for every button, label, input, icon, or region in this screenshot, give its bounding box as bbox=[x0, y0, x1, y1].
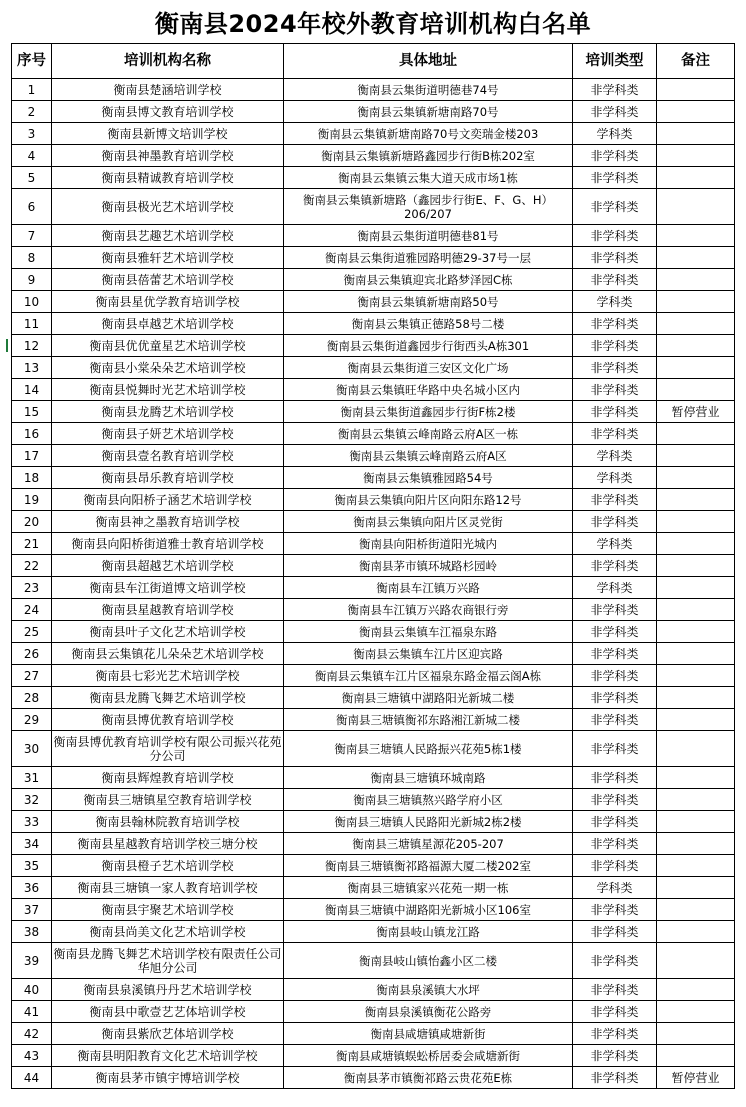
cell-note bbox=[657, 335, 735, 357]
table-row bbox=[12, 533, 735, 555]
cell-seq: 24 bbox=[12, 599, 52, 621]
cell-seq: 40 bbox=[12, 979, 52, 1001]
cell-note bbox=[657, 167, 735, 189]
cell-name: 衡南县超越艺术培训学校 bbox=[52, 555, 284, 577]
cell-address: 衡南县云集镇车江片区福泉东路金福云阁A栋 bbox=[284, 665, 573, 687]
table-row bbox=[12, 445, 735, 467]
cell-type: 非学科类 bbox=[573, 811, 657, 833]
cell-name: 衡南县昂乐教育培训学校 bbox=[52, 467, 284, 489]
cell-address: 衡南县云集镇向阳片区灵党街 bbox=[284, 511, 573, 533]
cell-address: 衡南县云集镇新塘路鑫园步行街B栋202室 bbox=[284, 145, 573, 167]
cell-address: 衡南县云集镇新塘南路50号 bbox=[284, 291, 573, 313]
cell-name: 衡南县博文教育培训学校 bbox=[52, 101, 284, 123]
table-row bbox=[12, 123, 735, 145]
cell-note bbox=[657, 621, 735, 643]
cell-address: 衡南县车江镇万兴路农商银行旁 bbox=[284, 599, 573, 621]
table-row bbox=[12, 79, 735, 101]
header-name: 培训机构名称 bbox=[52, 44, 284, 79]
table-row bbox=[12, 145, 735, 167]
cell-seq: 30 bbox=[12, 731, 52, 767]
cell-note bbox=[657, 533, 735, 555]
table-row bbox=[12, 767, 735, 789]
cell-name: 衡南县云集镇花儿朵朵艺术培训学校 bbox=[52, 643, 284, 665]
cell-note bbox=[657, 921, 735, 943]
cell-seq: 26 bbox=[12, 643, 52, 665]
cell-note: 暂停营业 bbox=[657, 401, 735, 423]
cell-name: 衡南县精诚教育培训学校 bbox=[52, 167, 284, 189]
cell-type: 非学科类 bbox=[573, 731, 657, 767]
table-row bbox=[12, 335, 735, 357]
table-row bbox=[12, 489, 735, 511]
cell-address: 衡南县三塘镇中湖路阳光新城小区106室 bbox=[284, 899, 573, 921]
table-row bbox=[12, 979, 735, 1001]
cell-seq: 4 bbox=[12, 145, 52, 167]
cell-type: 非学科类 bbox=[573, 899, 657, 921]
cell-note bbox=[657, 145, 735, 167]
table-row bbox=[12, 1001, 735, 1023]
cell-type: 非学科类 bbox=[573, 555, 657, 577]
cell-name: 衡南县中歌壹艺艺体培训学校 bbox=[52, 1001, 284, 1023]
cell-note bbox=[657, 101, 735, 123]
cell-address: 衡南县云集镇云集大道天成市场1栋 bbox=[284, 167, 573, 189]
cell-note bbox=[657, 709, 735, 731]
cell-seq: 20 bbox=[12, 511, 52, 533]
cell-seq: 16 bbox=[12, 423, 52, 445]
cell-address: 衡南县车江镇万兴路 bbox=[284, 577, 573, 599]
cell-type: 学科类 bbox=[573, 123, 657, 145]
table-row bbox=[12, 789, 735, 811]
cell-type: 非学科类 bbox=[573, 189, 657, 225]
table-row bbox=[12, 877, 735, 899]
table-row bbox=[12, 709, 735, 731]
header-row bbox=[12, 44, 735, 79]
cell-type: 非学科类 bbox=[573, 313, 657, 335]
cell-seq: 2 bbox=[12, 101, 52, 123]
cell-address: 衡南县云集镇迎宾北路梦泽园C栋 bbox=[284, 269, 573, 291]
cell-name: 衡南县紫欣艺体培训学校 bbox=[52, 1023, 284, 1045]
cell-seq: 1 bbox=[12, 79, 52, 101]
cell-type: 非学科类 bbox=[573, 335, 657, 357]
table-row bbox=[12, 643, 735, 665]
cell-name: 衡南县博优教育培训学校有限公司振兴花苑分公司 bbox=[52, 731, 284, 767]
table-row bbox=[12, 921, 735, 943]
cell-address: 衡南县云集镇车江片区迎宾路 bbox=[284, 643, 573, 665]
cell-note bbox=[657, 445, 735, 467]
cell-address: 衡南县云集街道明德巷74号 bbox=[284, 79, 573, 101]
cell-type: 非学科类 bbox=[573, 833, 657, 855]
cell-seq: 32 bbox=[12, 789, 52, 811]
cell-seq: 37 bbox=[12, 899, 52, 921]
table-row bbox=[12, 379, 735, 401]
cell-address: 衡南县泉溪镇衡花公路旁 bbox=[284, 1001, 573, 1023]
cell-seq: 41 bbox=[12, 1001, 52, 1023]
whitelist-table bbox=[11, 43, 735, 1089]
cell-seq: 39 bbox=[12, 943, 52, 979]
cell-type: 非学科类 bbox=[573, 489, 657, 511]
cell-type: 学科类 bbox=[573, 577, 657, 599]
cell-note bbox=[657, 291, 735, 313]
cell-type: 非学科类 bbox=[573, 979, 657, 1001]
cell-note bbox=[657, 511, 735, 533]
table-row bbox=[12, 423, 735, 445]
cell-type: 非学科类 bbox=[573, 1023, 657, 1045]
table-row bbox=[12, 167, 735, 189]
table-row bbox=[12, 511, 735, 533]
cell-note bbox=[657, 599, 735, 621]
cell-seq: 18 bbox=[12, 467, 52, 489]
cell-seq: 9 bbox=[12, 269, 52, 291]
cell-name: 衡南县翰林院教育培训学校 bbox=[52, 811, 284, 833]
cell-note bbox=[657, 643, 735, 665]
cell-address: 衡南县云集镇雅园路54号 bbox=[284, 467, 573, 489]
cell-type: 非学科类 bbox=[573, 665, 657, 687]
cell-name: 衡南县三塘镇星空教育培训学校 bbox=[52, 789, 284, 811]
cell-note bbox=[657, 577, 735, 599]
table-row bbox=[12, 1023, 735, 1045]
cell-note bbox=[657, 1023, 735, 1045]
cell-name: 衡南县神墨教育培训学校 bbox=[52, 145, 284, 167]
cell-note bbox=[657, 811, 735, 833]
cell-type: 非学科类 bbox=[573, 379, 657, 401]
cell-name: 衡南县龙腾飞舞艺术培训学校 bbox=[52, 687, 284, 709]
table-row bbox=[12, 1067, 735, 1089]
cell-type: 学科类 bbox=[573, 291, 657, 313]
cell-address: 衡南县三塘镇环城南路 bbox=[284, 767, 573, 789]
cell-type: 学科类 bbox=[573, 533, 657, 555]
cell-name: 衡南县楚涵培训学校 bbox=[52, 79, 284, 101]
cell-note bbox=[657, 357, 735, 379]
cell-seq: 8 bbox=[12, 247, 52, 269]
cell-address: 衡南县三塘镇熬兴路学府小区 bbox=[284, 789, 573, 811]
cell-note bbox=[657, 687, 735, 709]
cell-address: 衡南县云集镇车江福泉东路 bbox=[284, 621, 573, 643]
cell-address: 衡南县三塘镇家兴花苑一期一栋 bbox=[284, 877, 573, 899]
cell-note bbox=[657, 379, 735, 401]
cell-seq: 13 bbox=[12, 357, 52, 379]
cell-note bbox=[657, 1045, 735, 1067]
cell-seq: 29 bbox=[12, 709, 52, 731]
cell-address: 衡南县云集镇新塘南路70号 bbox=[284, 101, 573, 123]
table-row bbox=[12, 291, 735, 313]
cell-name: 衡南县优优童星艺术培训学校 bbox=[52, 335, 284, 357]
cell-name: 衡南县明阳教育文化艺术培训学校 bbox=[52, 1045, 284, 1067]
cell-seq: 7 bbox=[12, 225, 52, 247]
cell-note bbox=[657, 979, 735, 1001]
table-row bbox=[12, 899, 735, 921]
cell-name: 衡南县尚美文化艺术培训学校 bbox=[52, 921, 284, 943]
cell-name: 衡南县小棠朵朵艺术培训学校 bbox=[52, 357, 284, 379]
cell-name: 衡南县壹名教育培训学校 bbox=[52, 445, 284, 467]
cell-address: 衡南县云集街道鑫园步行街F栋2楼 bbox=[284, 401, 573, 423]
cell-note bbox=[657, 877, 735, 899]
cell-note bbox=[657, 489, 735, 511]
cell-note bbox=[657, 899, 735, 921]
cell-address: 衡南县三塘镇人民路振兴花苑5栋1楼 bbox=[284, 731, 573, 767]
cell-note bbox=[657, 247, 735, 269]
cell-seq: 34 bbox=[12, 833, 52, 855]
cell-name: 衡南县向阳桥街道雅士教育培训学校 bbox=[52, 533, 284, 555]
cell-address: 衡南县云集镇新塘南路70号文奕瑞金楼203 bbox=[284, 123, 573, 145]
cell-note bbox=[657, 1001, 735, 1023]
cell-seq: 5 bbox=[12, 167, 52, 189]
cell-name: 衡南县龙腾飞舞艺术培训学校有限责任公司华旭分公司 bbox=[52, 943, 284, 979]
table-row bbox=[12, 599, 735, 621]
table-row bbox=[12, 357, 735, 379]
cell-seq: 43 bbox=[12, 1045, 52, 1067]
cell-address: 衡南县三塘镇衡祁东路湘江新城二楼 bbox=[284, 709, 573, 731]
cell-address: 衡南县三塘镇人民路阳光新城2栋2楼 bbox=[284, 811, 573, 833]
cell-name: 衡南县博优教育培训学校 bbox=[52, 709, 284, 731]
cell-type: 非学科类 bbox=[573, 357, 657, 379]
cell-type: 非学科类 bbox=[573, 247, 657, 269]
cell-type: 非学科类 bbox=[573, 145, 657, 167]
cell-address: 衡南县岐山镇怡鑫小区二楼 bbox=[284, 943, 573, 979]
table-row bbox=[12, 855, 735, 877]
cell-name: 衡南县辉煌教育培训学校 bbox=[52, 767, 284, 789]
cell-type: 非学科类 bbox=[573, 511, 657, 533]
cell-seq: 25 bbox=[12, 621, 52, 643]
cell-name: 衡南县橙子艺术培训学校 bbox=[52, 855, 284, 877]
cell-name: 衡南县叶子文化艺术培训学校 bbox=[52, 621, 284, 643]
cell-seq: 11 bbox=[12, 313, 52, 335]
cell-seq: 3 bbox=[12, 123, 52, 145]
cell-note bbox=[657, 731, 735, 767]
cell-type: 非学科类 bbox=[573, 621, 657, 643]
cell-address: 衡南县云集镇新塘路（鑫园步行街E、F、G、H）206/207 bbox=[284, 189, 573, 225]
cell-type: 非学科类 bbox=[573, 789, 657, 811]
cell-note bbox=[657, 943, 735, 979]
cell-address: 衡南县三塘镇中湖路阳光新城二楼 bbox=[284, 687, 573, 709]
cell-seq: 27 bbox=[12, 665, 52, 687]
cell-name: 衡南县星越教育培训学校 bbox=[52, 599, 284, 621]
cell-note bbox=[657, 423, 735, 445]
table-row bbox=[12, 101, 735, 123]
cell-address: 衡南县岐山镇龙江路 bbox=[284, 921, 573, 943]
cell-seq: 21 bbox=[12, 533, 52, 555]
table-row bbox=[12, 555, 735, 577]
cell-seq: 44 bbox=[12, 1067, 52, 1089]
table-row bbox=[12, 247, 735, 269]
cell-seq: 31 bbox=[12, 767, 52, 789]
cell-name: 衡南县艺趣艺术培训学校 bbox=[52, 225, 284, 247]
cell-name: 衡南县雅轩艺术培训学校 bbox=[52, 247, 284, 269]
cell-name: 衡南县卓越艺术培训学校 bbox=[52, 313, 284, 335]
header-address: 具体地址 bbox=[284, 44, 573, 79]
cell-note bbox=[657, 833, 735, 855]
cell-type: 非学科类 bbox=[573, 943, 657, 979]
cell-type: 非学科类 bbox=[573, 101, 657, 123]
cell-address: 衡南县三塘镇星源花205-207 bbox=[284, 833, 573, 855]
table-row bbox=[12, 577, 735, 599]
cell-address: 衡南县咸塘镇蜈蚣桥居委会咸塘新街 bbox=[284, 1045, 573, 1067]
cell-name: 衡南县蓓蕾艺术培训学校 bbox=[52, 269, 284, 291]
cell-type: 非学科类 bbox=[573, 1001, 657, 1023]
table-row bbox=[12, 621, 735, 643]
cell-name: 衡南县子妍艺术培训学校 bbox=[52, 423, 284, 445]
cell-name: 衡南县向阳桥子涵艺术培训学校 bbox=[52, 489, 284, 511]
cell-address: 衡南县云集镇云峰南路云府A区 bbox=[284, 445, 573, 467]
cell-type: 非学科类 bbox=[573, 167, 657, 189]
cell-note: 暂停营业 bbox=[657, 1067, 735, 1089]
cell-type: 非学科类 bbox=[573, 767, 657, 789]
cell-seq: 22 bbox=[12, 555, 52, 577]
cell-address: 衡南县云集街道雅园路明德29-37号一层 bbox=[284, 247, 573, 269]
cell-type: 学科类 bbox=[573, 877, 657, 899]
table-row bbox=[12, 1045, 735, 1067]
cell-type: 非学科类 bbox=[573, 423, 657, 445]
cell-address: 衡南县三塘镇衡祁路福源大厦二楼202室 bbox=[284, 855, 573, 877]
cell-address: 衡南县茅市镇环城路杉园岭 bbox=[284, 555, 573, 577]
table-row bbox=[12, 225, 735, 247]
cell-seq: 6 bbox=[12, 189, 52, 225]
cell-type: 非学科类 bbox=[573, 921, 657, 943]
cell-note bbox=[657, 123, 735, 145]
cell-name: 衡南县星越教育培训学校三塘分校 bbox=[52, 833, 284, 855]
table-row bbox=[12, 467, 735, 489]
cell-address: 衡南县云集街道明德巷81号 bbox=[284, 225, 573, 247]
cell-seq: 19 bbox=[12, 489, 52, 511]
cell-name: 衡南县泉溪镇丹丹艺术培训学校 bbox=[52, 979, 284, 1001]
cell-seq: 36 bbox=[12, 877, 52, 899]
cell-address: 衡南县云集街道三安区文化广场 bbox=[284, 357, 573, 379]
cell-seq: 35 bbox=[12, 855, 52, 877]
cell-type: 非学科类 bbox=[573, 687, 657, 709]
cell-seq: 28 bbox=[12, 687, 52, 709]
cell-name: 衡南县悦舞时光艺术培训学校 bbox=[52, 379, 284, 401]
cell-name: 衡南县新博文培训学校 bbox=[52, 123, 284, 145]
cell-note bbox=[657, 767, 735, 789]
table-row bbox=[12, 687, 735, 709]
cell-address: 衡南县茅市镇衡祁路云贵花苑E栋 bbox=[284, 1067, 573, 1089]
cell-note bbox=[657, 555, 735, 577]
cell-seq: 38 bbox=[12, 921, 52, 943]
cell-seq: 17 bbox=[12, 445, 52, 467]
cell-name: 衡南县神之墨教育培训学校 bbox=[52, 511, 284, 533]
cell-address: 衡南县云集镇云峰南路云府A区一栋 bbox=[284, 423, 573, 445]
cell-type: 学科类 bbox=[573, 467, 657, 489]
cell-address: 衡南县咸塘镇咸塘新街 bbox=[284, 1023, 573, 1045]
cell-note bbox=[657, 79, 735, 101]
page-title: 衡南县2024年校外教育培训机构白名单 bbox=[154, 9, 592, 38]
table-row bbox=[12, 833, 735, 855]
cell-address: 衡南县泉溪镇大水坪 bbox=[284, 979, 573, 1001]
cell-seq: 15 bbox=[12, 401, 52, 423]
table-row bbox=[12, 811, 735, 833]
cell-name: 衡南县龙腾艺术培训学校 bbox=[52, 401, 284, 423]
cell-type: 非学科类 bbox=[573, 643, 657, 665]
cell-seq: 23 bbox=[12, 577, 52, 599]
table-row bbox=[12, 943, 735, 979]
cell-address: 衡南县向阳桥街道阳光城内 bbox=[284, 533, 573, 555]
cell-name: 衡南县车江街道博文培训学校 bbox=[52, 577, 284, 599]
table-row bbox=[12, 665, 735, 687]
cell-marker bbox=[6, 339, 8, 352]
cell-seq: 12 bbox=[12, 335, 52, 357]
cell-name: 衡南县茅市镇宇博培训学校 bbox=[52, 1067, 284, 1089]
table-row bbox=[12, 313, 735, 335]
cell-seq: 33 bbox=[12, 811, 52, 833]
cell-type: 非学科类 bbox=[573, 269, 657, 291]
cell-type: 非学科类 bbox=[573, 79, 657, 101]
cell-type: 非学科类 bbox=[573, 599, 657, 621]
cell-name: 衡南县极光艺术培训学校 bbox=[52, 189, 284, 225]
cell-type: 非学科类 bbox=[573, 1045, 657, 1067]
cell-type: 非学科类 bbox=[573, 855, 657, 877]
header-note: 备注 bbox=[657, 44, 735, 79]
cell-seq: 10 bbox=[12, 291, 52, 313]
header-seq: 序号 bbox=[12, 44, 52, 79]
cell-note bbox=[657, 467, 735, 489]
table-row bbox=[12, 401, 735, 423]
cell-note bbox=[657, 665, 735, 687]
cell-type: 学科类 bbox=[573, 445, 657, 467]
cell-address: 衡南县云集镇向阳片区向阳东路12号 bbox=[284, 489, 573, 511]
cell-name: 衡南县星优学教育培训学校 bbox=[52, 291, 284, 313]
cell-note bbox=[657, 269, 735, 291]
cell-note bbox=[657, 313, 735, 335]
header-type: 培训类型 bbox=[573, 44, 657, 79]
cell-address: 衡南县云集街道鑫园步行街西头A栋301 bbox=[284, 335, 573, 357]
cell-note bbox=[657, 225, 735, 247]
table-row bbox=[12, 189, 735, 225]
table-row bbox=[12, 269, 735, 291]
cell-note bbox=[657, 855, 735, 877]
cell-name: 衡南县三塘镇一家人教育培训学校 bbox=[52, 877, 284, 899]
cell-note bbox=[657, 789, 735, 811]
table-row bbox=[12, 731, 735, 767]
cell-address: 衡南县云集镇正德路58号二楼 bbox=[284, 313, 573, 335]
cell-type: 非学科类 bbox=[573, 225, 657, 247]
cell-type: 非学科类 bbox=[573, 401, 657, 423]
cell-name: 衡南县宇聚艺术培训学校 bbox=[52, 899, 284, 921]
cell-type: 非学科类 bbox=[573, 709, 657, 731]
cell-address: 衡南县云集镇旺华路中央名城小区内 bbox=[284, 379, 573, 401]
cell-note bbox=[657, 189, 735, 225]
cell-seq: 42 bbox=[12, 1023, 52, 1045]
cell-seq: 14 bbox=[12, 379, 52, 401]
cell-name: 衡南县七彩光艺术培训学校 bbox=[52, 665, 284, 687]
cell-type: 非学科类 bbox=[573, 1067, 657, 1089]
table-body bbox=[12, 79, 735, 1089]
